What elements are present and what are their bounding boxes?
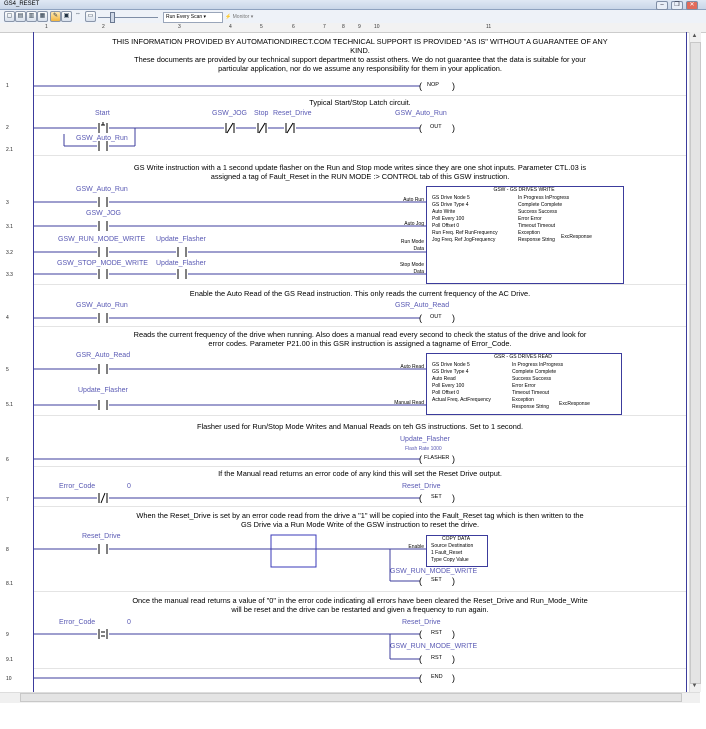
rung-comment: assigned a tag of Fault_Reset in the RUN MODE :> CONTROL tab of this GSW instruction. (210, 172, 510, 181)
copy-box-row: Type Copy Value (431, 557, 469, 563)
rung-comment: error codes. Parameter P21.00 in this GSR instruction is assigned a tagname of Error_Code. (208, 339, 512, 348)
contact-tag[interactable]: Reset_Drive (82, 533, 121, 540)
contact-tag[interactable]: GSW_Auto_Run (76, 186, 128, 193)
svg-text:(: ( (419, 576, 422, 586)
contact-tag[interactable]: Start (95, 110, 110, 117)
svg-text:(: ( (419, 654, 422, 664)
rung-comment: will be reset and the drive can be restarted and given a frequency to run again. (231, 605, 489, 614)
minimize-icon[interactable]: – (656, 1, 668, 10)
contact-tag[interactable]: Update_Flasher (78, 387, 128, 394)
rung-number: 3.2 (6, 250, 13, 256)
rung-number: 8.1 (6, 581, 13, 587)
svg-text:): ) (452, 673, 455, 683)
ruler-col: 10 (374, 24, 380, 30)
contact-tag[interactable]: Stop (254, 110, 269, 117)
monitor-button[interactable]: ⚡ Monitor ▾ (225, 14, 254, 20)
svg-text:): ) (452, 654, 455, 664)
contact-tag[interactable]: Reset_Drive (273, 110, 312, 117)
gsr-output: Complete Complete (512, 369, 557, 375)
gsw-output: Timeout Timeout (518, 223, 556, 229)
copy-box-row: 1 Fault_Reset (431, 550, 463, 556)
rung-number: 3 (6, 200, 9, 206)
coil-tag[interactable]: Reset_Drive (402, 483, 441, 490)
svg-text:(: ( (419, 493, 422, 503)
set-coil[interactable]: SET (431, 494, 442, 500)
compare-value[interactable]: 0 (127, 483, 131, 490)
gsr-param: Auto Read (432, 376, 456, 382)
window-title: GS4_RESET (4, 1, 40, 7)
svg-text:(: ( (419, 673, 422, 683)
rung-number: 7 (6, 497, 9, 503)
contact-tag[interactable]: GSW_Auto_Run (76, 135, 128, 142)
rung-comment: Enable the Auto Read of the GS Read instruction. This only reads the current frequency of the AC Drive. (189, 289, 531, 298)
rung-separator (34, 668, 686, 669)
gsw-param: Run Freq. Ref RunFrequency (432, 230, 498, 236)
gsr-param: Poll Every 100 (432, 383, 465, 389)
rung-number: 2.1 (6, 147, 13, 153)
ruler-col: 2 (102, 24, 105, 30)
gsr-output: Timeout Timeout (512, 390, 550, 396)
rung-comment: Once the manual read returns a value of "0" in the error code indicating all errors have been cleared the Reset_Drive and Run_Mode_Write (132, 596, 588, 605)
rung-number: 4 (6, 315, 9, 321)
contact-tag[interactable]: GSW_STOP_MODE_WRITE (57, 260, 148, 267)
svg-text:(: ( (419, 123, 422, 133)
copy-box-row: Source Destination (431, 543, 474, 549)
toolbar-grid-icon[interactable]: ▭ (85, 11, 96, 22)
rung-comment: THIS INFORMATION PROVIDED BY AUTOMATIONDIRECT.COM TECHNICAL SUPPORT IS PROVIDED "AS IS" WITHOUT A GUARANTEE OF ANY (112, 37, 608, 46)
ruler-col: 9 (358, 24, 361, 30)
toolbar-zoom-icon[interactable]: ▣ (61, 11, 72, 22)
toolbar-accept-icon[interactable]: ▦ (37, 11, 48, 22)
close-icon[interactable]: ✕ (686, 1, 698, 10)
rung-separator (34, 95, 686, 96)
svg-text:(: ( (419, 81, 422, 91)
coil-tag[interactable]: Reset_Drive (402, 619, 441, 626)
input-label: Enable (408, 544, 424, 550)
contact-tag[interactable]: Update_Flasher (156, 260, 206, 267)
nop-coil[interactable]: NOP (427, 82, 439, 88)
gsr-box-title: GSR - GS DRIVES READ (494, 354, 552, 360)
out-coil[interactable]: OUT (430, 314, 442, 320)
contact-tag[interactable]: GSW_JOG (212, 110, 248, 117)
gsw-box-title: GSW - GS DRIVES WRITE (493, 187, 555, 193)
compare-tag[interactable]: Error_Code (59, 483, 96, 490)
svg-text:(: ( (419, 313, 422, 323)
svg-text:): ) (452, 123, 455, 133)
rung-separator (34, 326, 686, 327)
rung-number: 6 (6, 457, 9, 463)
rung-comment: KIND. (350, 46, 370, 55)
gsr-exc-response: ExcResponse (559, 401, 590, 407)
ruler-col: 6 (292, 24, 295, 30)
gsr-output: Success Success (512, 376, 552, 382)
gsr-output: In Progress InProgress (512, 362, 564, 368)
contact-tag[interactable]: Update_Flasher (156, 236, 206, 243)
contact-tag[interactable]: GSW_Auto_Run (76, 302, 128, 309)
end-coil[interactable]: END (431, 674, 443, 680)
gsw-output: Exception (518, 230, 540, 236)
gsw-output: In Progress InProgress (518, 195, 570, 201)
svg-text:): ) (452, 454, 455, 464)
ruler-col: 11 (486, 24, 492, 30)
input-label: Data (413, 246, 424, 252)
gsr-param: GS Drive Type 4 (432, 369, 469, 375)
gsw-param: Poll Every 100 (432, 216, 465, 222)
gsr-output: Error Error (512, 383, 536, 389)
rung-comment: When the Reset_Drive is set by an error code read from the drive a "1" will be copied into the Fault_Reset tag which is then written to the (136, 511, 584, 520)
toolbar-new-icon[interactable]: ▢ (4, 11, 15, 22)
rung-comment: Typical Start/Stop Latch circuit. (309, 98, 411, 107)
gsr-param: GS Drive Node 5 (432, 362, 470, 368)
gsw-param: Jog Freq. Ref JogFrequency (432, 237, 496, 243)
rung-separator (34, 284, 686, 285)
scan-mode-value: Run Every Scan (166, 14, 203, 20)
gsr-output: Response String (512, 404, 549, 410)
ruler-col: 4 (229, 24, 232, 30)
ruler-col: 5 (260, 24, 263, 30)
rung-comment: Flasher used for Run/Stop Mode Writes and Manual Reads on teh GS instructions. Set to 1 second. (196, 422, 524, 431)
coil-tag[interactable]: GSW_RUN_MODE_WRITE (390, 643, 478, 650)
scroll-down-icon[interactable]: ▼ (691, 683, 698, 689)
out-coil[interactable]: OUT (430, 124, 442, 130)
rung-number: 3.1 (6, 224, 13, 230)
rung-number: 9 (6, 632, 9, 638)
contact-tag[interactable]: GSR_Auto_Read (76, 352, 131, 359)
toolbar-save-icon[interactable]: ▥ (26, 11, 37, 22)
gsw-param: Poll Offset 0 (432, 223, 460, 229)
gsw-output: Response String (518, 237, 555, 243)
toolbar-edit-icon[interactable]: ✎ (50, 11, 61, 22)
coil-tag[interactable]: GSW_RUN_MODE_WRITE (390, 568, 478, 575)
restore-icon[interactable]: ❐ (671, 1, 683, 10)
input-label: Auto Run (403, 197, 424, 203)
rung-number: 8 (6, 547, 9, 553)
gsw-param: Auto Write (432, 209, 456, 215)
rung-comment: GS Write instruction with a 1 second update flasher on the Run and Stop mode writes since they are one shot inputs. Parameter CTL.03 is (133, 163, 587, 172)
monitor-label: Monitor (232, 14, 250, 20)
gsw-exc-response: ExcResponse (561, 234, 592, 240)
svg-text:): ) (452, 493, 455, 503)
ruler-col: 8 (342, 24, 345, 30)
flash-rate: Flash Rate 1000 (405, 446, 442, 452)
svg-text:): ) (452, 576, 455, 586)
copy-box-title: COPY DATA (441, 536, 471, 542)
rung-comment: If the Manual read returns an error code of any kind this will set the Reset Drive output. (218, 469, 502, 478)
rung-comment: These documents are provided by our technical support department to assist others. We do not guarantee that the data is suitable for your (134, 55, 586, 64)
svg-text:(: ( (419, 629, 422, 639)
rung-separator (34, 506, 686, 507)
input-label: Stop Mode (399, 262, 424, 268)
rung-number: 5 (6, 367, 9, 373)
coil-tag[interactable]: Update_Flasher (400, 436, 450, 443)
rung-number: 3.3 (6, 272, 13, 278)
svg-text:(: ( (419, 454, 422, 464)
ruler-col: 3 (178, 24, 181, 30)
rst-coil[interactable]: RST (431, 630, 442, 636)
toolbar-link-icon[interactable]: ⇔ (75, 11, 81, 17)
rung-number: 5.1 (6, 402, 13, 408)
coil-tag[interactable]: GSR_Auto_Read (395, 302, 450, 309)
input-label: Manual Read (394, 400, 424, 406)
svg-text:): ) (452, 313, 455, 323)
rung-separator (34, 466, 686, 467)
rst-coil[interactable]: RST (431, 655, 442, 661)
toolbar-open-icon[interactable]: ▤ (15, 11, 26, 22)
coil-tag[interactable]: GSW_Auto_Run (395, 110, 447, 117)
svg-text:): ) (452, 629, 455, 639)
ruler-col: 7 (323, 24, 326, 30)
rung-comment: Reads the current frequency of the drive when running. Also does a manual read every second to check the status of the drive and look for (133, 330, 587, 339)
gsw-output: Complete Complete (518, 202, 563, 208)
input-label: Data (413, 269, 424, 275)
rung-number: 9.1 (6, 657, 13, 663)
contact-tag[interactable]: GSW_RUN_MODE_WRITE (58, 236, 146, 243)
flasher-coil[interactable]: FLASHER (424, 455, 450, 461)
ruler-col: 1 (45, 24, 48, 30)
rung-comment: GS Drive via a Run Mode Write of the GSW instruction to reset the drive. (240, 520, 480, 529)
contact-tag[interactable]: GSW_JOG (86, 210, 122, 217)
rung-separator (34, 415, 686, 416)
input-label: Auto Read (400, 364, 424, 370)
scan-mode-select[interactable]: Run Every Scan ▾ (163, 12, 223, 23)
set-coil[interactable]: SET (431, 577, 442, 583)
gsr-param: Poll Offset 0 (432, 390, 460, 396)
svg-text:): ) (452, 81, 455, 91)
rung-number: 2 (6, 125, 9, 131)
rung-separator (34, 591, 686, 592)
gsw-output: Error Error (518, 216, 542, 222)
gsw-output: Success Success (518, 209, 558, 215)
gsw-param: GS Drive Node 5 (432, 195, 470, 201)
input-label: Run Mode (400, 239, 424, 245)
gsr-output: Exception (512, 397, 534, 403)
rung-number: 1 (6, 83, 9, 89)
gsw-param: GS Drive Type 4 (432, 202, 469, 208)
rung-number: 10 (6, 676, 12, 682)
rung-comment: particular application, nor do we assume any responsibility for them in your application. (218, 64, 502, 73)
compare-value[interactable]: 0 (127, 619, 131, 626)
input-label: Auto Jog (404, 221, 424, 227)
compare-tag[interactable]: Error_Code (59, 619, 96, 626)
gsr-param: Actual Freq. ActFrequency (432, 397, 491, 403)
rung-separator (34, 155, 686, 156)
scroll-up-icon[interactable]: ▲ (691, 33, 698, 39)
